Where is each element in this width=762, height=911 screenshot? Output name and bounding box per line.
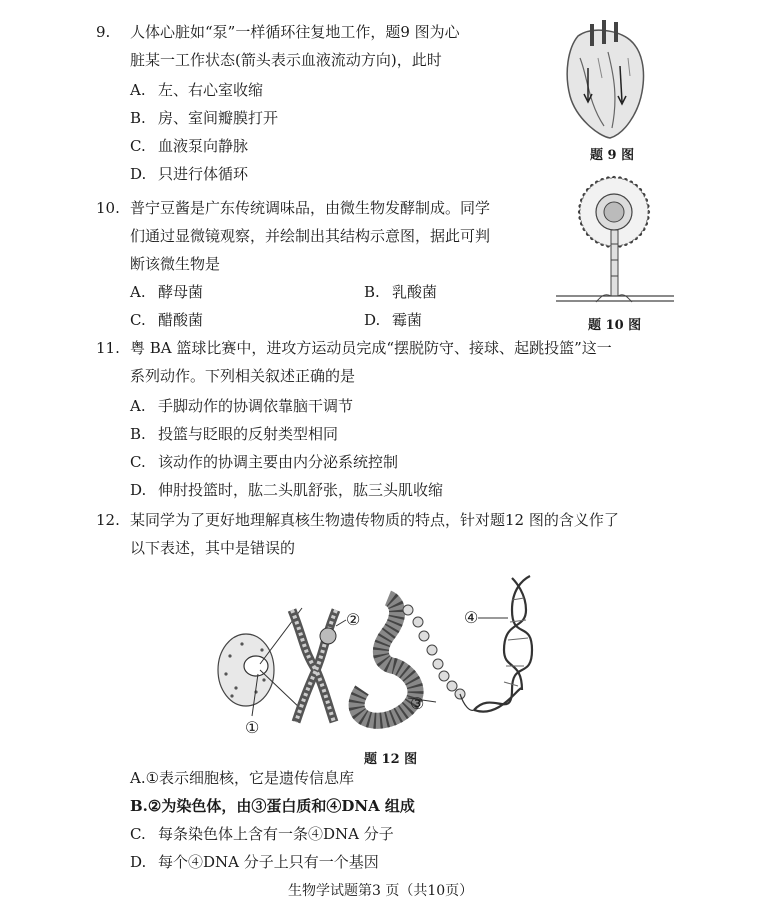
q12-option-b: B.②为染色体，由③蛋白质和④DNA 组成 <box>130 797 415 815</box>
q9-figure-caption: 题 9 图 <box>590 148 635 163</box>
q12-option-a: A.①表示细胞核，它是遗传信息库 <box>130 769 355 787</box>
q10-option-a: A. 酵母菌 <box>130 283 204 301</box>
heart-figure <box>558 18 648 140</box>
figure-label-3: ③ <box>410 694 425 713</box>
q10-stem-line-2: 们通过显微镜观察，并绘制出其结构示意图，据此可判 <box>130 227 491 245</box>
q11-option-a: A. 手脚动作的协调依靠脑干调节 <box>130 397 354 415</box>
q9-option-b: B. 房、室间瓣膜打开 <box>130 109 279 127</box>
q11-stem-line-2: 系列动作。下列相关叙述正确的是 <box>130 367 356 385</box>
q12-figure-caption: 题 12 图 <box>364 752 418 767</box>
page-footer: 生物学试题第3 页（共10页） <box>288 883 474 899</box>
q11-option-b: B. 投篮与眨眼的反射类型相同 <box>130 425 339 443</box>
q12-option-c: C. 每条染色体上含有一条④DNA 分子 <box>130 825 394 843</box>
q10-stem-line-1: 普宁豆酱是广东传统调味品，由微生物发酵制成。同学 <box>130 199 491 217</box>
figure-label-1: ① <box>245 718 260 737</box>
q12-stem-line-1: 某同学为了更好地理解真核生物遗传物质的特点，针对题12 图的含义作了 <box>130 511 619 529</box>
q10-figure-caption: 题 10 图 <box>588 318 642 333</box>
q10-option-d: D. 霉菌 <box>364 311 423 329</box>
q12-option-d: D. 每个④DNA 分子上只有一个基因 <box>130 853 379 871</box>
q9-option-a: A. 左、右心室收缩 <box>130 81 264 99</box>
q11-option-d: D. 伸肘投篮时，肱二头肌舒张，肱三头肌收缩 <box>130 481 444 499</box>
q9-stem-line-2: 脏某一工作状态(箭头表示血液流动方向)，此时 <box>130 51 442 69</box>
q9-number: 9. <box>96 23 111 41</box>
q9-option-c: C. 血液泵向静脉 <box>130 137 249 155</box>
q9-option-d: D. 只进行体循环 <box>130 165 249 183</box>
q11-stem-line-1: 粤 BA 篮球比赛中，进攻方运动员完成“摆脱防守、接球、起跳投篮”这一 <box>130 339 612 357</box>
q12-number: 12. <box>96 511 120 529</box>
q10-stem-line-3: 断该微生物是 <box>130 255 221 273</box>
q11-option-c: C. 该动作的协调主要由内分泌系统控制 <box>130 453 399 471</box>
figure-label-4: ④ <box>464 608 479 627</box>
q10-number: 10. <box>96 199 120 217</box>
q10-option-b: B. 乳酸菌 <box>364 283 438 301</box>
genetics-figure <box>212 570 572 740</box>
q10-option-c: C. 醋酸菌 <box>130 311 204 329</box>
q12-stem-line-2: 以下表述，其中是错误的 <box>130 539 296 557</box>
q11-number: 11. <box>96 339 120 357</box>
q9-stem-line-1: 人体心脏如“泵”一样循环往复地工作，题9 图为心 <box>130 23 460 41</box>
figure-label-2: ② <box>346 610 361 629</box>
mold-figure <box>556 174 674 308</box>
